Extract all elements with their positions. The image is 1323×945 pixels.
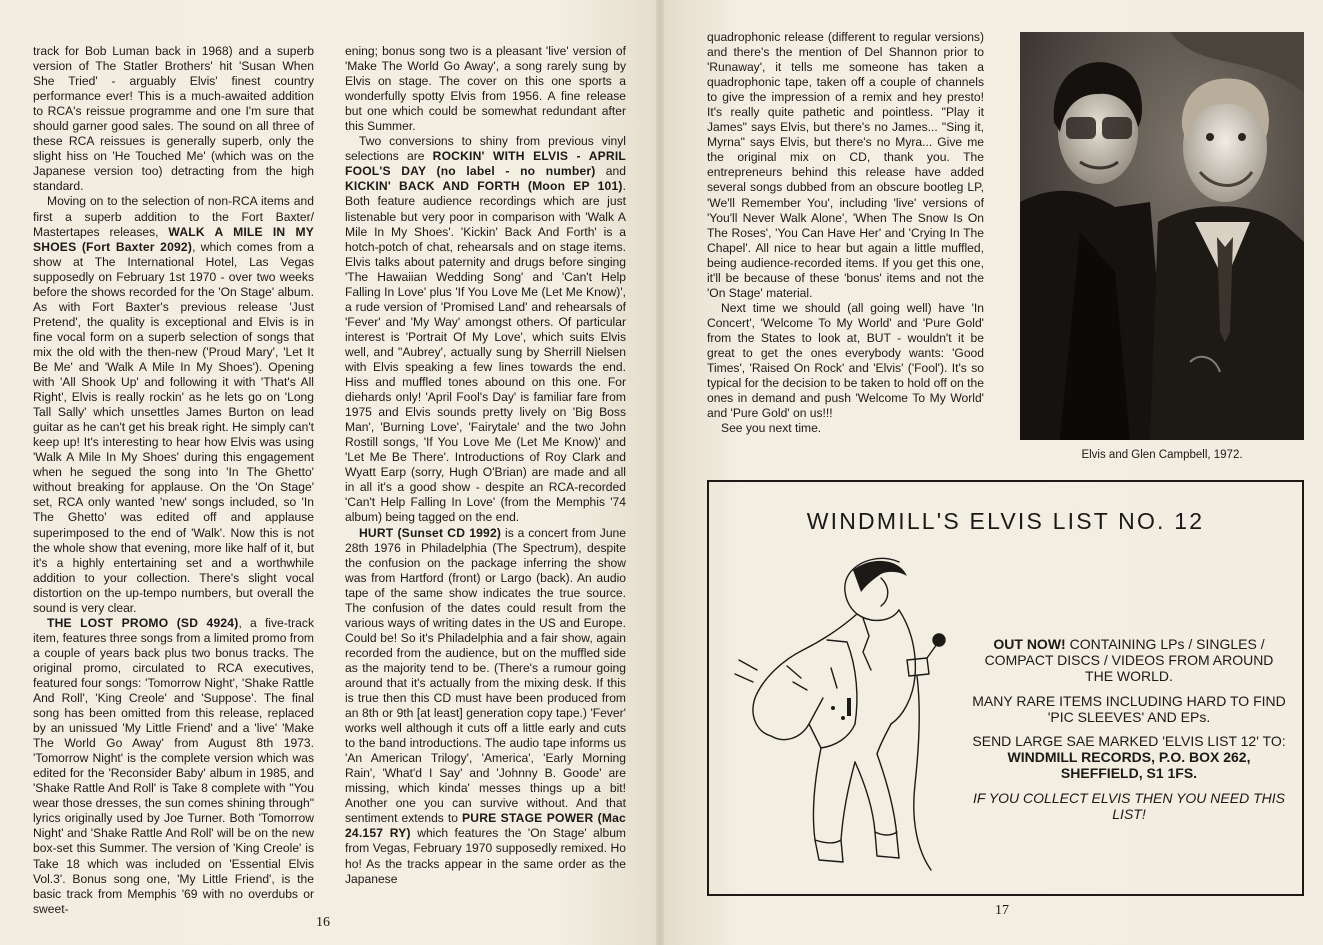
paragraph-text: ening; bonus song two is a pleasant 'live' version of 'Make The World Go Away', a song rarely sung by Elvis on stage. The cover on this one sports a wonderfully spotty Elvis from 1956. A fine release but one which could be somewhat redundant after this Summer. (345, 44, 626, 134)
paragraph-text: . Both feature audience recordings which are just listenable but very poor in comparison with 'Walk A Mile In My Shoes'. 'Kickin' Back And Forth' is a hotch-potch of chat, rehearsals and on stage items. Elvis talks about paternity and drugs before singing 'The Hawaiian Wedding Song' and 'Can't Help Falling In Love' plus 'If You Love Me (Let Me Know)', a rude version of 'Promised Land' and rehearsals of 'Fever' and 'My Way' amongst others. Of particular interest is 'Portrait Of My Love', which suits Elvis well, and "Aubrey', actually sung by Sherrill Nielsen with Elvis speaking a few lines towards the end. Hiss and muffled tones abound on this one. For diehards only! 'April Fool's Day' is familiar fare from 1975 and Elvis sounds pretty lively on 'Big Boss Man', 'Burning Love', 'Fairytale' and the two John Rostill songs, 'If You Love Me (Let Me Know)' and 'Let Me Be There'. Introductions of Roy Clark and Wyatt Earp (sorry, Hugh O'Brian) are made and all in all it's a good show - despite an RCA-recorded 'Can't Help Falling In Love' (from the Memphis '74 album) being tagged on the end. (345, 179, 626, 525)
article-paragraph (707, 301, 984, 421)
paragraph-text: , a five-track item, features three songs from a limited promo from a couple of years back plus two bonus tracks. The original promo, circulated to RCA executives, featured four songs: 'Tomorrow Night', 'Shake Rattle And Roll', 'King Creole' and 'Suppose'. The final song has been omitted from this release, replaced by an unissued 'My Little Friend' and a 'live' 'Make The World Go Away' from August 8th 1973. 'Tomorrow Night' is the complete version which was edited for the 'Reconsider Baby' album in 1985, and 'Shake Rattle And Roll' is Take 8 complete with "You wear those dresses, the sun comes shining through" lyrics originally used by Joe Turner. Both 'Tomorrow Night' and 'Shake Rattle And Roll' will be on the new box-set this Summer. The version of 'King Creole' is Take 18 which was included on 'Essential Elvis Vol.3'. Bonus song one, 'My Little Friend', is the basic track from Memphis '69 with no overdubs or sweet- (33, 615, 314, 916)
advert-address-text: WINDMILL RECORDS, P.O. BOX 262, SHEFFIELD, S1 1FS. (1007, 749, 1251, 782)
elvis-line-drawing (731, 548, 969, 878)
record-title: WALK A MILE IN MY SHOES (Fort Baxter 2092) (33, 224, 314, 254)
advert-out-now: OUT NOW! (993, 636, 1066, 652)
paragraph-text: is a concert from June 28th 1976 in Philadelphia (The Spectrum), despite the confusion on the package inferring the show was from Hartford (front) or Largo (back). An audio tape of the same show indicates the true source. The confusion of the dates could result from the various ways of writing dates in the US and Europe. Could be! So it's Philadelphia and a fair show, again recorded from the audience, but on the muffled side as the majority tend to be. (There's a rumour going around that it's actually from the mixing desk. If this is true then this CD must have been produced from an 8th or 9th [at least] generation copy tape.) 'Fever' works well although it cuts off a little early and cuts to the band introductions. The audio tape informs us 'An American Trilogy', 'America', 'Early Morning Rain', 'What'd I Say' and 'Johnny B. Goode' are missing, which kinda' messes things up a bit! Another one you can survive without. And that sentiment extends to (345, 525, 626, 826)
paragraph-text: track for Bob Luman back in 1968) and a superb version of The Statler Brothers' hit 'Susan When She Tried' - arguably Elvis' finest country performance ever! This is a much-awaited addition to RCA's reissue programme and one I'm sure that should garner good sales. The sound on all three of these RCA reissues is generally superb, only the slight hiss on 'He Touched Me' (which was on the Japanese version too) detracting from the high standard. (33, 44, 314, 194)
photo-caption: Elvis and Glen Campbell, 1972. (1081, 449, 1243, 461)
paragraph-text: which features the 'On Stage' album from Vegas, February 1970 supposedly remixed. Ho ho! As the tracks appear in the same order as the Japanese (345, 826, 627, 886)
paragraph-text: and (595, 164, 626, 179)
page-number-left: 16 (316, 915, 330, 930)
windmill-advert (707, 480, 1304, 896)
record-title: KICKIN' BACK AND FORTH (Moon EP 101) (345, 179, 623, 194)
paragraph-text: , which comes from a show at The International Hotel, Las Vegas supposedly on February 1st 1970 - over two weeks before the shows recorded for the 'On Stage' album. As with Fort Baxter's previous release 'Just Pretend', the quality is exceptional and Elvis is in fine vocal form on a superb selection of songs that mix the old with the then-new ('Proud Mary', 'Let It Be Me' and 'Walk A Mile In My Shoes'). Opening with 'All Shook Up' and following it with 'That's All Right', Elvis is really rockin' as he lets go on 'Long Tall Sally' which unsettles James Burton on lead guitar as he can't get his break right. He simply can't keep up! It's interesting to hear how Elvis was using 'Walk A Mile In My Shoes' during this engagement when he segued the song into 'In The Ghetto' without breaking for applause. On the 'On Stage' set, RCA only wanted 'new' songs included, so 'In The Ghetto' was edited off and applause superimposed to the end of 'Walk'. Now this is not the whole show that evening, more like half of it, but it's a highly entertaining set and a worthwhile addition to your collection. There's slight vocal distortion on the up-tempo numbers, but overall the sound is very clear. (33, 239, 314, 615)
article-paragraph (707, 30, 984, 301)
article-paragraph (33, 44, 314, 194)
record-title: HURT (Sunset CD 1992) (359, 525, 502, 540)
advert-title: WINDMILL'S ELVIS LIST NO. 12 (806, 508, 1205, 534)
advert-line-1 (969, 636, 1289, 685)
article-paragraph (345, 526, 626, 887)
paragraph-text: Moving on to the selection of non-RCA items and first a superb addition to the Fort Baxter/ Mastertapes releases, (33, 194, 314, 239)
page-number-right: 17 (995, 903, 1009, 918)
record-title: PURE STAGE POWER (Mac 24.157 RY) (345, 811, 626, 841)
advert-body (969, 636, 1289, 830)
advert-line-3: SEND LARGE SAE MARKED 'ELVIS LIST 12' TO: (972, 733, 1286, 750)
article-paragraph (345, 44, 626, 134)
left-column-2 (345, 44, 626, 887)
right-text-column (707, 30, 984, 436)
article-paragraph (33, 616, 314, 917)
page-gutter (656, 0, 664, 945)
advert-slogan: IF YOU COLLECT ELVIS THEN YOU NEED THIS LIST! (973, 789, 1285, 822)
left-column-1 (33, 44, 314, 917)
advert-line-1-rest: CONTAINING LPs / SINGLES / COMPACT DISCS / VIDEOS FROM AROUND THE WORLD. (984, 636, 1274, 685)
photo-illustration (1020, 32, 1304, 440)
record-title: ROCKIN' WITH ELVIS - APRIL FOOL'S DAY (no label - no number) (345, 149, 626, 179)
article-paragraph (345, 134, 626, 525)
article-paragraph (707, 421, 984, 436)
paragraph-text: quadrophonic release (different to regular versions) and there's the mention of Del Shannon prior to 'Runaway', it tells me someone has taken a quadrophonic tape, taken off a couple of channels to give the impression of a remix and hey presto! It's really quite pathetic and pointless. "Play it James" says Elvis, but there's no James... "Sing it, Myrna" says Elvis, but there's no Myra... Give me the original mix on CD, thank you. The entrepreneurs behind this release have added several songs dubbed from an obscure bootleg LP, 'We'll Remember You', including 'live' versions of 'You'll Never Walk Alone', 'When The Snow Is On The Roses', 'You Can Have Her' and 'Crying In The Chapel'. All nice to hear but again a little muffled, being audience-recorded items. If you get this one, it'll be because of these 'bonus' items and not the 'On Stage' material. (707, 30, 984, 300)
article-paragraph (33, 194, 314, 615)
elvis-glen-campbell-photo (1020, 32, 1304, 440)
paragraph-text: See you next time. (721, 421, 822, 436)
advert-line-2: MANY RARE ITEMS INCLUDING HARD TO FIND 'PIC SLEEVES' AND EPs. (972, 692, 1286, 725)
record-title: THE LOST PROMO (SD 4924) (47, 615, 239, 630)
paragraph-text: Two conversions to shiny from previous vinyl selections are (345, 134, 626, 164)
advert-address (969, 749, 1289, 781)
paragraph-text: Next time we should (all going well) have 'In Concert', 'Welcome To My World' and 'Pure Gold' from the States to look at, BUT - wouldn't it be great to get the ones everybody wants: 'Good Times', 'Raised On Rock' and 'Elvis' ('Fool'). It's so typical for the decision to be taken to hold off on the ones in demand and push 'Welcome To My World' and 'Pure Gold' on us!!! (707, 300, 984, 421)
